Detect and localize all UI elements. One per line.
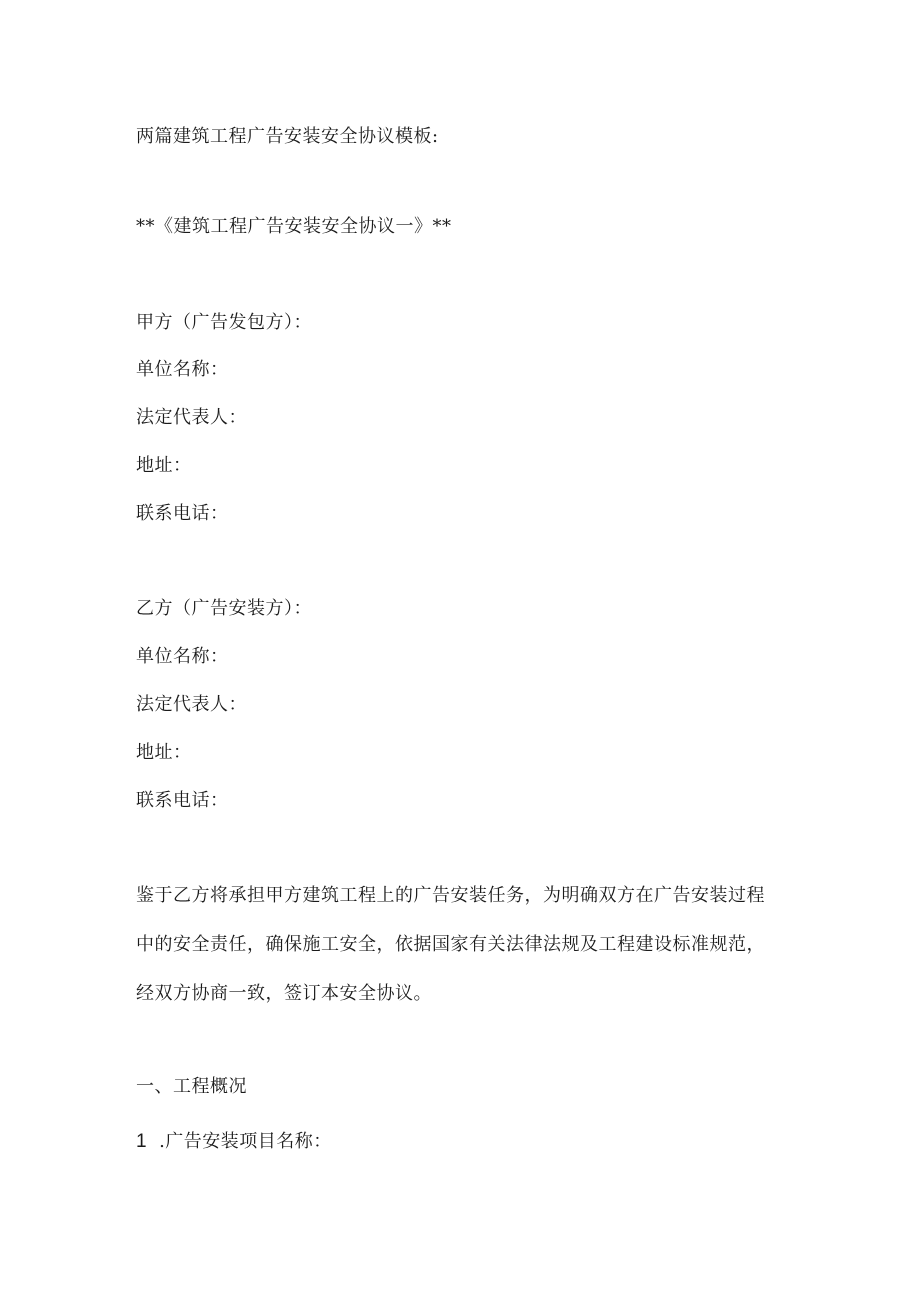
party-b-legal-rep: 法定代表人： — [136, 694, 247, 715]
section-heading: 一、工程概况 — [136, 1076, 247, 1097]
party-a-unit-name: 单位名称： — [136, 359, 229, 380]
item-number: 1 — [136, 1131, 148, 1152]
party-a-phone: 联系电话： — [136, 503, 229, 524]
party-b-heading: 乙方（广告安装方）： — [136, 598, 312, 619]
party-b-address: 地址： — [136, 742, 192, 763]
section-item — [136, 1130, 332, 1154]
party-a-address: 地址： — [136, 455, 192, 476]
party-a-legal-rep: 法定代表人： — [136, 407, 247, 428]
preamble-line-3: 经双方协商一致，签订本安全协议。 — [136, 983, 432, 1004]
party-b-unit-name: 单位名称： — [136, 646, 229, 667]
preamble-line-2: 中的安全责任，确保施工安全，依据国家有关法律法规及工程建设标准规范， — [136, 934, 765, 955]
party-b-phone: 联系电话： — [136, 790, 229, 811]
agreement-title: **《建筑工程广告安装安全协议一》** — [136, 216, 452, 237]
item-text: .广告安装项目名称： — [159, 1131, 332, 1152]
intro-line: 两篇建筑工程广告安装安全协议模板: — [136, 126, 439, 147]
party-a-heading: 甲方（广告发包方）： — [136, 312, 312, 333]
preamble-line-1: 鉴于乙方将承担甲方建筑工程上的广告安装任务，为明确双方在广告安装过程 — [136, 885, 765, 906]
